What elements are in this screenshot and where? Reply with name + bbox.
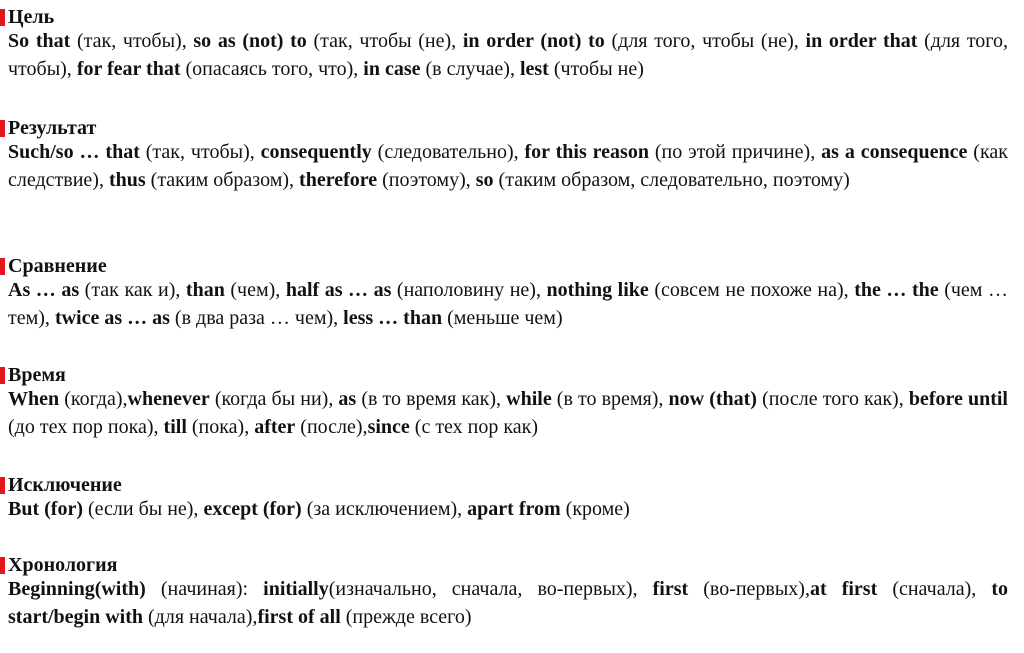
- section-heading: [0, 364, 1024, 386]
- connector-phrase: As … as: [8, 279, 80, 301]
- translation-text: (так, чтобы),: [139, 141, 261, 163]
- connector-phrase: so: [475, 168, 494, 191]
- connector-phrase: than: [185, 279, 225, 301]
- translation-text: (чтобы не): [548, 57, 644, 80]
- translation-text: (до тех пор пока),: [8, 415, 164, 438]
- connector-phrase: as: [338, 388, 357, 410]
- connector-phrase: Such/so … that: [8, 141, 140, 163]
- translation-text: (во-первых),: [688, 578, 810, 600]
- translation-text: (кроме): [560, 498, 630, 520]
- section-title: Цель: [8, 6, 55, 28]
- connector-phrase: now (that): [668, 388, 757, 410]
- connector-phrase: thus: [108, 168, 146, 191]
- translation-text: (таким образом),: [145, 168, 300, 191]
- connector-phrase: apart from: [467, 498, 561, 520]
- translation-text: (когда бы ни),: [209, 388, 339, 410]
- translation-text: (следовательно),: [371, 141, 525, 163]
- connector-phrase: half as … as: [285, 279, 392, 301]
- translation-text: (когда),: [59, 388, 128, 410]
- section-title: Время: [8, 364, 66, 386]
- connector-phrase: whenever: [127, 388, 210, 410]
- connector-phrase: consequently: [260, 141, 372, 163]
- section-body: [0, 576, 1024, 631]
- translation-text: (чем),: [224, 279, 286, 301]
- section-heading: [0, 474, 1024, 496]
- section-body: [0, 386, 1024, 441]
- translation-text: (после того как),: [756, 388, 909, 410]
- connector-phrase: for fear that: [76, 57, 181, 80]
- red-marker-icon: [0, 120, 5, 137]
- section-title: Результат: [8, 117, 97, 139]
- translation-text: (за исключением),: [301, 498, 468, 520]
- connector-phrase: When: [8, 388, 60, 410]
- connector-phrase: in order (not) to: [462, 30, 605, 52]
- translation-text: (так, чтобы (не),: [306, 30, 463, 52]
- section-heading: [0, 554, 1024, 576]
- red-marker-icon: [0, 477, 5, 494]
- connector-phrase: But (for): [8, 498, 83, 520]
- red-marker-icon: [0, 9, 5, 26]
- connector-phrase: initially: [263, 578, 329, 600]
- connector-phrase: less … than: [343, 306, 443, 329]
- section-result: [0, 117, 1024, 194]
- translation-text: (если бы не),: [82, 498, 204, 520]
- red-marker-icon: [0, 258, 5, 275]
- translation-text: (прежде всего): [340, 605, 472, 628]
- translation-text: (опасаясь того, что),: [180, 57, 364, 80]
- translation-text: (для того, чтобы (не),: [604, 30, 806, 52]
- section-heading: [0, 117, 1024, 139]
- connector-phrase: for this reason: [524, 141, 649, 163]
- connector-phrase: nothing like: [546, 279, 649, 301]
- connector-phrase: Beginning(with): [8, 578, 146, 600]
- connector-phrase: after: [254, 415, 296, 438]
- translation-text: (так, чтобы),: [70, 30, 194, 52]
- connector-phrase: as a consequence: [821, 141, 968, 163]
- translation-text: (после),: [295, 415, 368, 438]
- connector-phrase: before until: [908, 388, 1008, 410]
- section-time: [0, 364, 1024, 441]
- connector-phrase: So that: [8, 30, 71, 52]
- connector-phrase: first of all: [257, 605, 341, 628]
- translation-text: (в случае),: [420, 57, 520, 80]
- connector-phrase: at first: [809, 578, 878, 600]
- translation-text: (с тех пор как): [409, 415, 539, 438]
- translation-text: (для начала),: [143, 605, 258, 628]
- translation-text: (как следствие),: [8, 141, 1008, 191]
- connector-phrase: since: [367, 415, 410, 438]
- translation-text: (по этой причине),: [648, 141, 822, 163]
- section-body: [0, 277, 1024, 332]
- connector-phrase: to start/begin with: [8, 578, 1009, 628]
- translation-text: (поэтому),: [377, 168, 476, 191]
- section-body: [0, 139, 1024, 194]
- connector-phrase: twice as … as: [54, 306, 170, 329]
- section-title: Исключение: [8, 474, 122, 496]
- connector-phrase: in case: [363, 57, 421, 80]
- connector-phrase: lest: [519, 57, 549, 80]
- section-heading: [0, 255, 1024, 277]
- translation-text: (пока),: [186, 415, 255, 438]
- connector-phrase: therefore: [299, 168, 378, 191]
- section-chronology: [0, 554, 1024, 631]
- red-marker-icon: [0, 367, 5, 384]
- connector-phrase: till: [163, 415, 187, 438]
- translation-text: (изначально, сначала, во-первых),: [328, 578, 653, 600]
- translation-text: (в два раза … чем),: [169, 306, 344, 329]
- translation-text: (в то время как),: [356, 388, 507, 410]
- section-title: Хронология: [8, 554, 118, 576]
- translation-text: (так как и),: [79, 279, 186, 301]
- translation-text: (начиная):: [145, 578, 264, 600]
- connector-phrase: first: [652, 578, 689, 600]
- section-heading: [0, 6, 1024, 28]
- translation-text: (в то время),: [551, 388, 669, 410]
- section-body: [0, 28, 1024, 83]
- connector-phrase: so as (not) to: [193, 30, 307, 52]
- translation-text: (совсем не похоже на),: [648, 279, 855, 301]
- connector-phrase: in order that: [805, 30, 918, 52]
- section-body: [0, 496, 1024, 524]
- translation-text: (сначала),: [877, 578, 992, 600]
- translation-text: (таким образом, следовательно, поэтому): [493, 168, 850, 191]
- connector-phrase: while: [506, 388, 552, 410]
- connector-phrase: except (for): [203, 498, 302, 520]
- connector-phrase: the … the: [854, 279, 939, 301]
- section-exception: [0, 474, 1024, 524]
- translation-text: (для того, чтобы),: [8, 30, 1009, 80]
- section-title: Сравнение: [8, 255, 107, 277]
- translation-text: (меньше чем): [442, 306, 563, 329]
- translation-text: (чем … тем),: [8, 279, 1008, 329]
- translation-text: (наполовину не),: [391, 279, 547, 301]
- section-comparison: [0, 255, 1024, 332]
- section-goal: [0, 6, 1024, 83]
- red-marker-icon: [0, 557, 5, 574]
